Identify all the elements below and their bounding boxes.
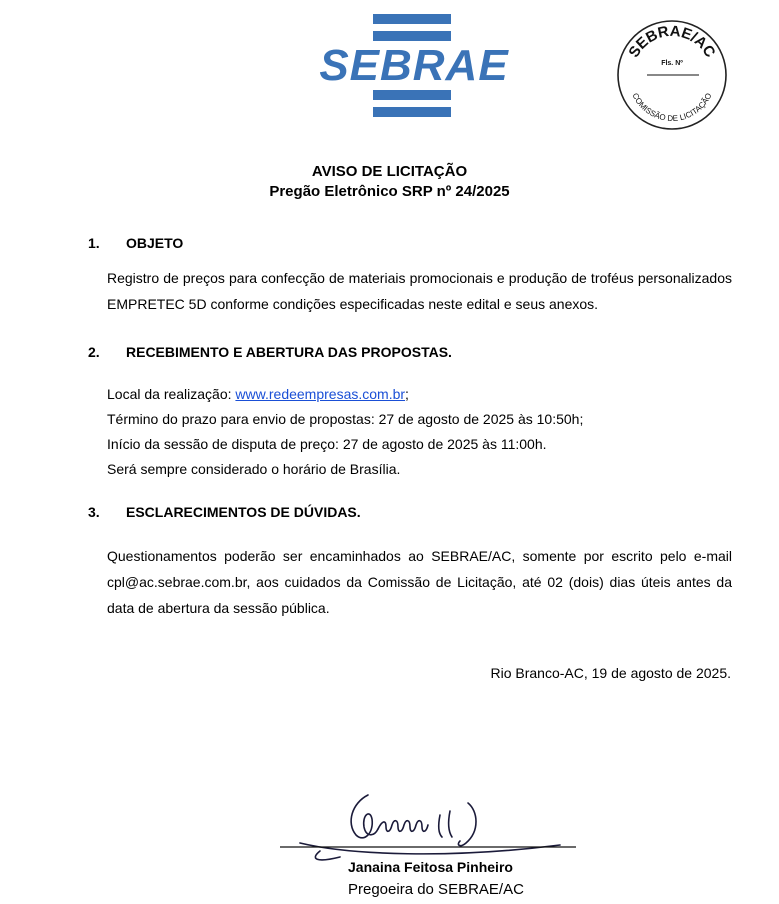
section-number: 1.: [88, 235, 100, 251]
location-suffix: ;: [405, 386, 409, 402]
logo-bar: [373, 14, 451, 24]
document-title: AVISO DE LICITAÇÃO: [311, 163, 468, 180]
seal-top-text: SEBRAE/AC: [625, 22, 719, 61]
sebrae-logo: [310, 14, 518, 124]
location-link[interactable]: www.redeempresas.com.br: [235, 386, 406, 402]
location-line: [107, 384, 732, 404]
timezone-line: Será sempre considerado o horário de Brasília.: [107, 461, 401, 477]
logo-wordmark: SEBRAE: [319, 41, 509, 90]
document-subtitle: Pregão Eletrônico SRP nº 24/2025: [269, 183, 510, 200]
section-number: 2.: [88, 344, 100, 360]
section-heading: OBJETO: [126, 235, 184, 251]
logo-bar: [373, 107, 451, 117]
section-paragraph: Registro de preços para confecção de materiais promocionais e produção de troféus personalizados EMPRETEC 5D conforme condições especificadas neste edital e seus anexos.: [107, 270, 732, 312]
section-paragraph: Questionamentos poderão ser encaminhados ao SEBRAE/AC, somente por escrito pelo e-mail cpl@ac.sebrae.com.br, aos cuidados da Comissão de Licitação, até 02 (dois) dias úteis antes da data de abertura da sessão pública.: [107, 548, 732, 616]
logo-bar: [373, 31, 451, 41]
signer-role: Pregoeira do SEBRAE/AC: [348, 881, 524, 898]
session-start-line: Início da sessão de disputa de preço: 27 de agosto de 2025 às 11:00h.: [107, 436, 547, 452]
section-heading: RECEBIMENTO E ABERTURA DAS PROPOSTAS.: [126, 344, 452, 360]
seal-bottom-text: COMISSÃO DE LICITAÇÃO: [630, 91, 714, 124]
signer-name: Janaina Feitosa Pinheiro: [348, 859, 513, 875]
section-number: 3.: [88, 504, 100, 520]
section-heading: ESCLARECIMENTOS DE DÚVIDAS.: [126, 504, 361, 520]
commission-seal: [615, 18, 730, 133]
logo-bar: [373, 90, 451, 100]
seal-middle-text: Fls. Nº: [661, 60, 683, 67]
deadline-line: Término do prazo para envio de propostas: 27 de agosto de 2025 às 10:50h;: [107, 411, 584, 427]
place-date: Rio Branco-AC, 19 de agosto de 2025.: [490, 665, 731, 681]
location-label: Local da realização:: [107, 386, 236, 402]
